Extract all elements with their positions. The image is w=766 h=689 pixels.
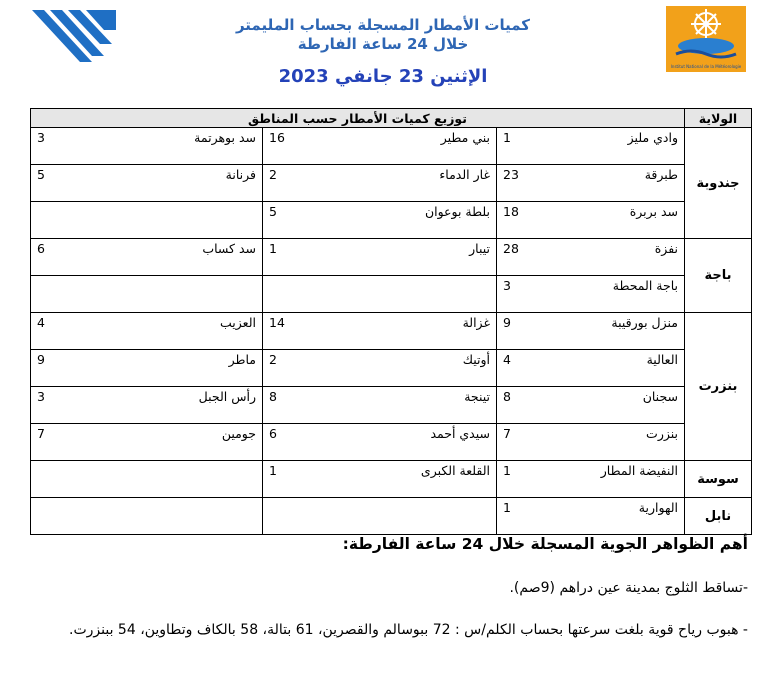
rainfall-value: 1 xyxy=(503,500,511,515)
rainfall-cell xyxy=(497,350,685,387)
station-name: رأس الجبل xyxy=(198,389,256,404)
table-row xyxy=(31,350,752,387)
rainfall-cell xyxy=(497,387,685,424)
report-title: كميات الأمطار المسجلة بحساب المليمتر خلال 24 ساعة الفارطة xyxy=(235,16,531,53)
rainfall-cell xyxy=(497,424,685,461)
station-name: أوتيك xyxy=(462,352,490,367)
station-name: تينجة xyxy=(464,389,490,404)
rainfall-cell xyxy=(31,350,263,387)
rainfall-value: 2 xyxy=(269,352,277,367)
station-name: غزالة xyxy=(462,315,490,330)
rainfall-cell xyxy=(31,239,263,276)
rainfall-cell xyxy=(31,165,263,202)
table-row xyxy=(31,498,752,535)
station-name: النفيضة المطار xyxy=(600,463,678,478)
rainfall-cell xyxy=(263,498,497,535)
rainfall-cell xyxy=(263,313,497,350)
rainfall-cell xyxy=(497,202,685,239)
rainfall-value: 6 xyxy=(269,426,277,441)
rainfall-value: 8 xyxy=(503,389,511,404)
station-name: تيبار xyxy=(469,241,490,256)
rainfall-cell xyxy=(263,202,497,239)
station-name: باجة المحطة xyxy=(612,278,678,293)
station-name: ماطر xyxy=(228,352,256,367)
station-name: الهوارية xyxy=(638,500,678,515)
rainfall-cell xyxy=(497,498,685,535)
table-row xyxy=(31,424,752,461)
table-row xyxy=(31,461,752,498)
station-name: سجنان xyxy=(642,389,678,404)
note-item: - هبوب رياح قوية بلغت سرعتها بحساب الكلم/س : 72 ببوسالم والقصرين، 61 بتالة، 58 بالكاف وتطاوين، 54 ببنزرت. xyxy=(69,622,748,638)
rainfall-value: 3 xyxy=(37,130,45,145)
institution-logo-stripes xyxy=(30,8,118,70)
station-name: العالية xyxy=(646,352,678,367)
table-row xyxy=(31,313,752,350)
station-name: سيدي أحمد xyxy=(430,426,490,441)
table-row xyxy=(31,128,752,165)
rainfall-cell xyxy=(31,128,263,165)
rainfall-value: 7 xyxy=(503,426,511,441)
table-row xyxy=(31,202,752,239)
rainfall-cell xyxy=(497,276,685,313)
table-row xyxy=(31,387,752,424)
rainfall-value: 1 xyxy=(503,130,511,145)
distribution-header: توزيع كميات الأمطار حسب المناطق xyxy=(31,109,685,128)
rainfall-cell xyxy=(497,461,685,498)
station-name: القلعة الكبرى xyxy=(420,463,490,478)
governorate-name: بنزرت xyxy=(685,313,752,461)
report-date: الإثنين 23 جانفي 2023 xyxy=(278,66,488,87)
governorate-name: نابل xyxy=(685,498,752,535)
table-row xyxy=(31,165,752,202)
station-name: منزل بورقيبة xyxy=(611,315,678,330)
rainfall-cell xyxy=(263,387,497,424)
rainfall-value: 18 xyxy=(503,204,519,219)
rainfall-value: 5 xyxy=(37,167,45,182)
rainfall-cell xyxy=(31,424,263,461)
svg-text:Institut National de la Météor: Institut National de la Météorologie xyxy=(670,64,742,69)
rainfall-table xyxy=(30,108,752,535)
station-name: سد كساب xyxy=(202,241,256,256)
rainfall-cell xyxy=(31,313,263,350)
rainfall-cell xyxy=(263,239,497,276)
rainfall-value: 16 xyxy=(269,130,285,145)
rainfall-cell xyxy=(497,165,685,202)
rainfall-cell xyxy=(497,313,685,350)
rainfall-value: 1 xyxy=(269,241,277,256)
rainfall-cell xyxy=(31,387,263,424)
governorate-name: جندوبة xyxy=(685,128,752,239)
rainfall-value: 28 xyxy=(503,241,519,256)
station-name: فرنانة xyxy=(225,167,256,182)
governorate-header: الولاية xyxy=(685,109,752,128)
notes-heading: أهم الظواهر الجوية المسجلة خلال 24 ساعة الفارطة: xyxy=(342,535,748,553)
station-name: سد بوهرتمة xyxy=(194,130,256,145)
rainfall-cell xyxy=(263,461,497,498)
rainfall-cell xyxy=(263,276,497,313)
rainfall-value: 8 xyxy=(269,389,277,404)
table-row xyxy=(31,276,752,313)
rainfall-cell xyxy=(263,350,497,387)
rainfall-value: 9 xyxy=(503,315,511,330)
rainfall-cell xyxy=(263,128,497,165)
rainfall-cell xyxy=(31,498,263,535)
rainfall-value: 2 xyxy=(269,167,277,182)
rainfall-cell xyxy=(497,239,685,276)
station-name: غار الدماء xyxy=(439,167,490,182)
rainfall-value: 1 xyxy=(269,463,277,478)
station-name: بني مطير xyxy=(440,130,490,145)
rainfall-cell xyxy=(31,461,263,498)
rainfall-value: 5 xyxy=(269,204,277,219)
rainfall-cell xyxy=(497,128,685,165)
station-name: وادي مليز xyxy=(627,130,678,145)
rainfall-value: 3 xyxy=(37,389,45,404)
inm-logo xyxy=(666,6,746,72)
rainfall-value: 9 xyxy=(37,352,45,367)
station-name: بنزرت xyxy=(646,426,678,441)
rainfall-value: 3 xyxy=(503,278,511,293)
rainfall-value: 4 xyxy=(503,352,511,367)
rainfall-value: 7 xyxy=(37,426,45,441)
rainfall-value: 6 xyxy=(37,241,45,256)
station-name: جومين xyxy=(221,426,256,441)
station-name: العزيب xyxy=(220,315,256,330)
station-name: بلطة بوعوان xyxy=(424,204,490,219)
rainfall-value: 14 xyxy=(269,315,285,330)
rainfall-cell xyxy=(31,276,263,313)
rainfall-value: 23 xyxy=(503,167,519,182)
rainfall-value: 4 xyxy=(37,315,45,330)
station-name: طبرقة xyxy=(644,167,678,182)
rainfall-cell xyxy=(263,424,497,461)
station-name: نفزة xyxy=(654,241,678,256)
note-item: -تساقط الثلوج بمدينة عين دراهم (9صم). xyxy=(509,580,748,596)
rainfall-cell xyxy=(31,202,263,239)
station-name: سد بربرة xyxy=(629,204,678,219)
rainfall-value: 1 xyxy=(503,463,511,478)
table-header-row xyxy=(31,109,752,128)
governorate-name: سوسة xyxy=(685,461,752,498)
table-row xyxy=(31,239,752,276)
governorate-name: باجة xyxy=(685,239,752,313)
rainfall-cell xyxy=(263,165,497,202)
weather-notes xyxy=(24,535,748,659)
